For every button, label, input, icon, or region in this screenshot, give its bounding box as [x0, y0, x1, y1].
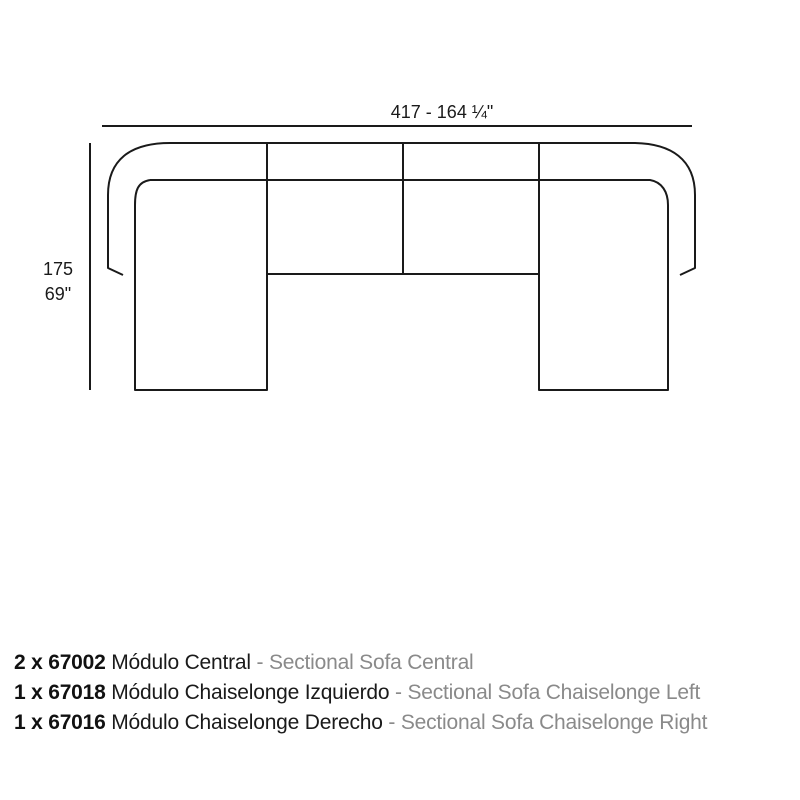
depth-label-metric: 175: [42, 259, 74, 279]
legend-name-en: Sectional Sofa Chaiselonge Right: [400, 711, 708, 734]
legend-name-es: Módulo Central: [111, 651, 251, 674]
legend-code: 1 x 67016: [14, 711, 106, 734]
width-label: 417 - 164 ¼": [390, 102, 494, 122]
legend-separator: -: [388, 711, 396, 734]
legend-separator: -: [256, 651, 264, 674]
depth-label-imperial: 69": [44, 284, 72, 304]
legend-code: 1 x 67018: [14, 681, 106, 704]
sofa-backrest-outline: [108, 143, 695, 275]
legend-row: [14, 648, 794, 678]
chaiselonge-right: [539, 180, 668, 390]
legend-name-en: Sectional Sofa Central: [268, 651, 474, 674]
module-legend: [14, 648, 794, 738]
legend-row: [14, 708, 794, 738]
legend-code: 2 x 67002: [14, 651, 106, 674]
sofa-backrest-inner: [150, 180, 668, 205]
legend-name-es: Módulo Chaiselonge Izquierdo: [111, 681, 390, 704]
legend-name-en: Sectional Sofa Chaiselonge Left: [407, 681, 701, 704]
central-module-2: [403, 180, 539, 274]
chaiselonge-left: [135, 180, 267, 390]
legend-name-es: Módulo Chaiselonge Derecho: [111, 711, 383, 734]
legend-row: [14, 678, 794, 708]
central-module-1: [267, 180, 403, 274]
legend-separator: -: [395, 681, 402, 704]
